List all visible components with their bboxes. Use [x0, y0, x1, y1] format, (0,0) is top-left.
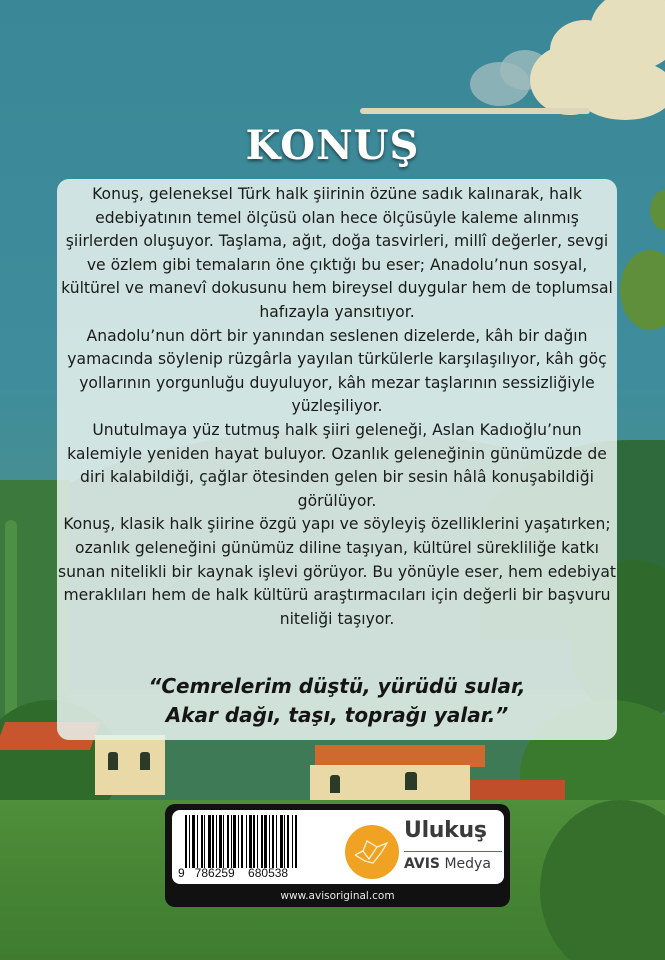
roof-illustration: [315, 745, 485, 767]
cloud-illustration: [360, 0, 665, 125]
description-paragraph: Anadolu’nun dört bir yanından seslenen dizelerde, kâh bir dağın yamacında söylenip rüzgârla yayılan türkülerle karşılaşılıyor, kâh göç yollarının yorgunluğu duyuluyor, kâh mezar taşlarının sessizliğiyle yüzleşiliyor.: [67, 326, 607, 416]
description-paragraph: Konuş, klasik halk şiirine özgü yapı ve söyleyiş özelliklerini yaşatırken; ozanlık geleneğini günümüz diline taşıyan, kültürel sürekliliğe katkı sunan nitelikli bir kaynak işlevi görüyor. Bu yönüyle eser, hem edebiyat meraklıları hem de halk kültürü araştırmacıları için değerli bir başvuru niteliği taşıyor.: [57, 515, 617, 628]
cypress-tree-illustration: [5, 520, 17, 730]
window-illustration: [405, 772, 417, 790]
quote-line: “Cemrelerim düştü, yürüdü sular,: [148, 674, 526, 698]
window-illustration: [140, 752, 150, 770]
origami-bird-icon: [345, 825, 399, 879]
window-illustration: [330, 775, 340, 793]
house-illustration: [95, 735, 165, 795]
poem-quote: [57, 672, 617, 730]
barcode-graphic: [185, 815, 325, 868]
roof-illustration: [470, 780, 565, 800]
imprint-name: [404, 856, 491, 872]
imprint-bold: AVIS: [404, 856, 441, 872]
publisher-name: Ulukuş: [404, 818, 487, 843]
publisher-website: www.avisoriginal.com: [280, 890, 395, 902]
window-illustration: [108, 752, 118, 770]
book-description: [57, 183, 617, 631]
description-paragraph: Unutulmaya yüz tutmuş halk şiiri geleneği, Aslan Kadıoğlu’nun kalemiyle yeniden hayat buluyor. Ozanlık geleneğinin günümüzde de diri kalabildiği, çağlar ötesinden gelen bir sesin hâlâ konuşabildiği görülüyor.: [67, 420, 607, 510]
divider: [404, 851, 502, 852]
imprint-rest: Medya: [440, 856, 491, 872]
isbn-number: 9 786259 680538: [178, 866, 289, 880]
description-paragraph: Konuş, geleneksel Türk halk şiirinin özüne sadık kalınarak, halk edebiyatının temel ölçüsü olan hece ölçüsüyle kaleme alınmış şiirlerden oluşuyor. Taşlama, ağıt, doğa tasvirleri, millî değerler, sevgi ve özlem gibi temaların öne çıktığı bu eser; Anadolu’nun sosyal, kültürel ve manevî dokusunu hem bireysel duygular hem de toplumsal hafızayla yansıtıyor.: [61, 185, 613, 321]
book-title: KONUŞ: [245, 122, 420, 169]
quote-line: Akar dağı, taşı, toprağı yalar.”: [165, 703, 509, 727]
